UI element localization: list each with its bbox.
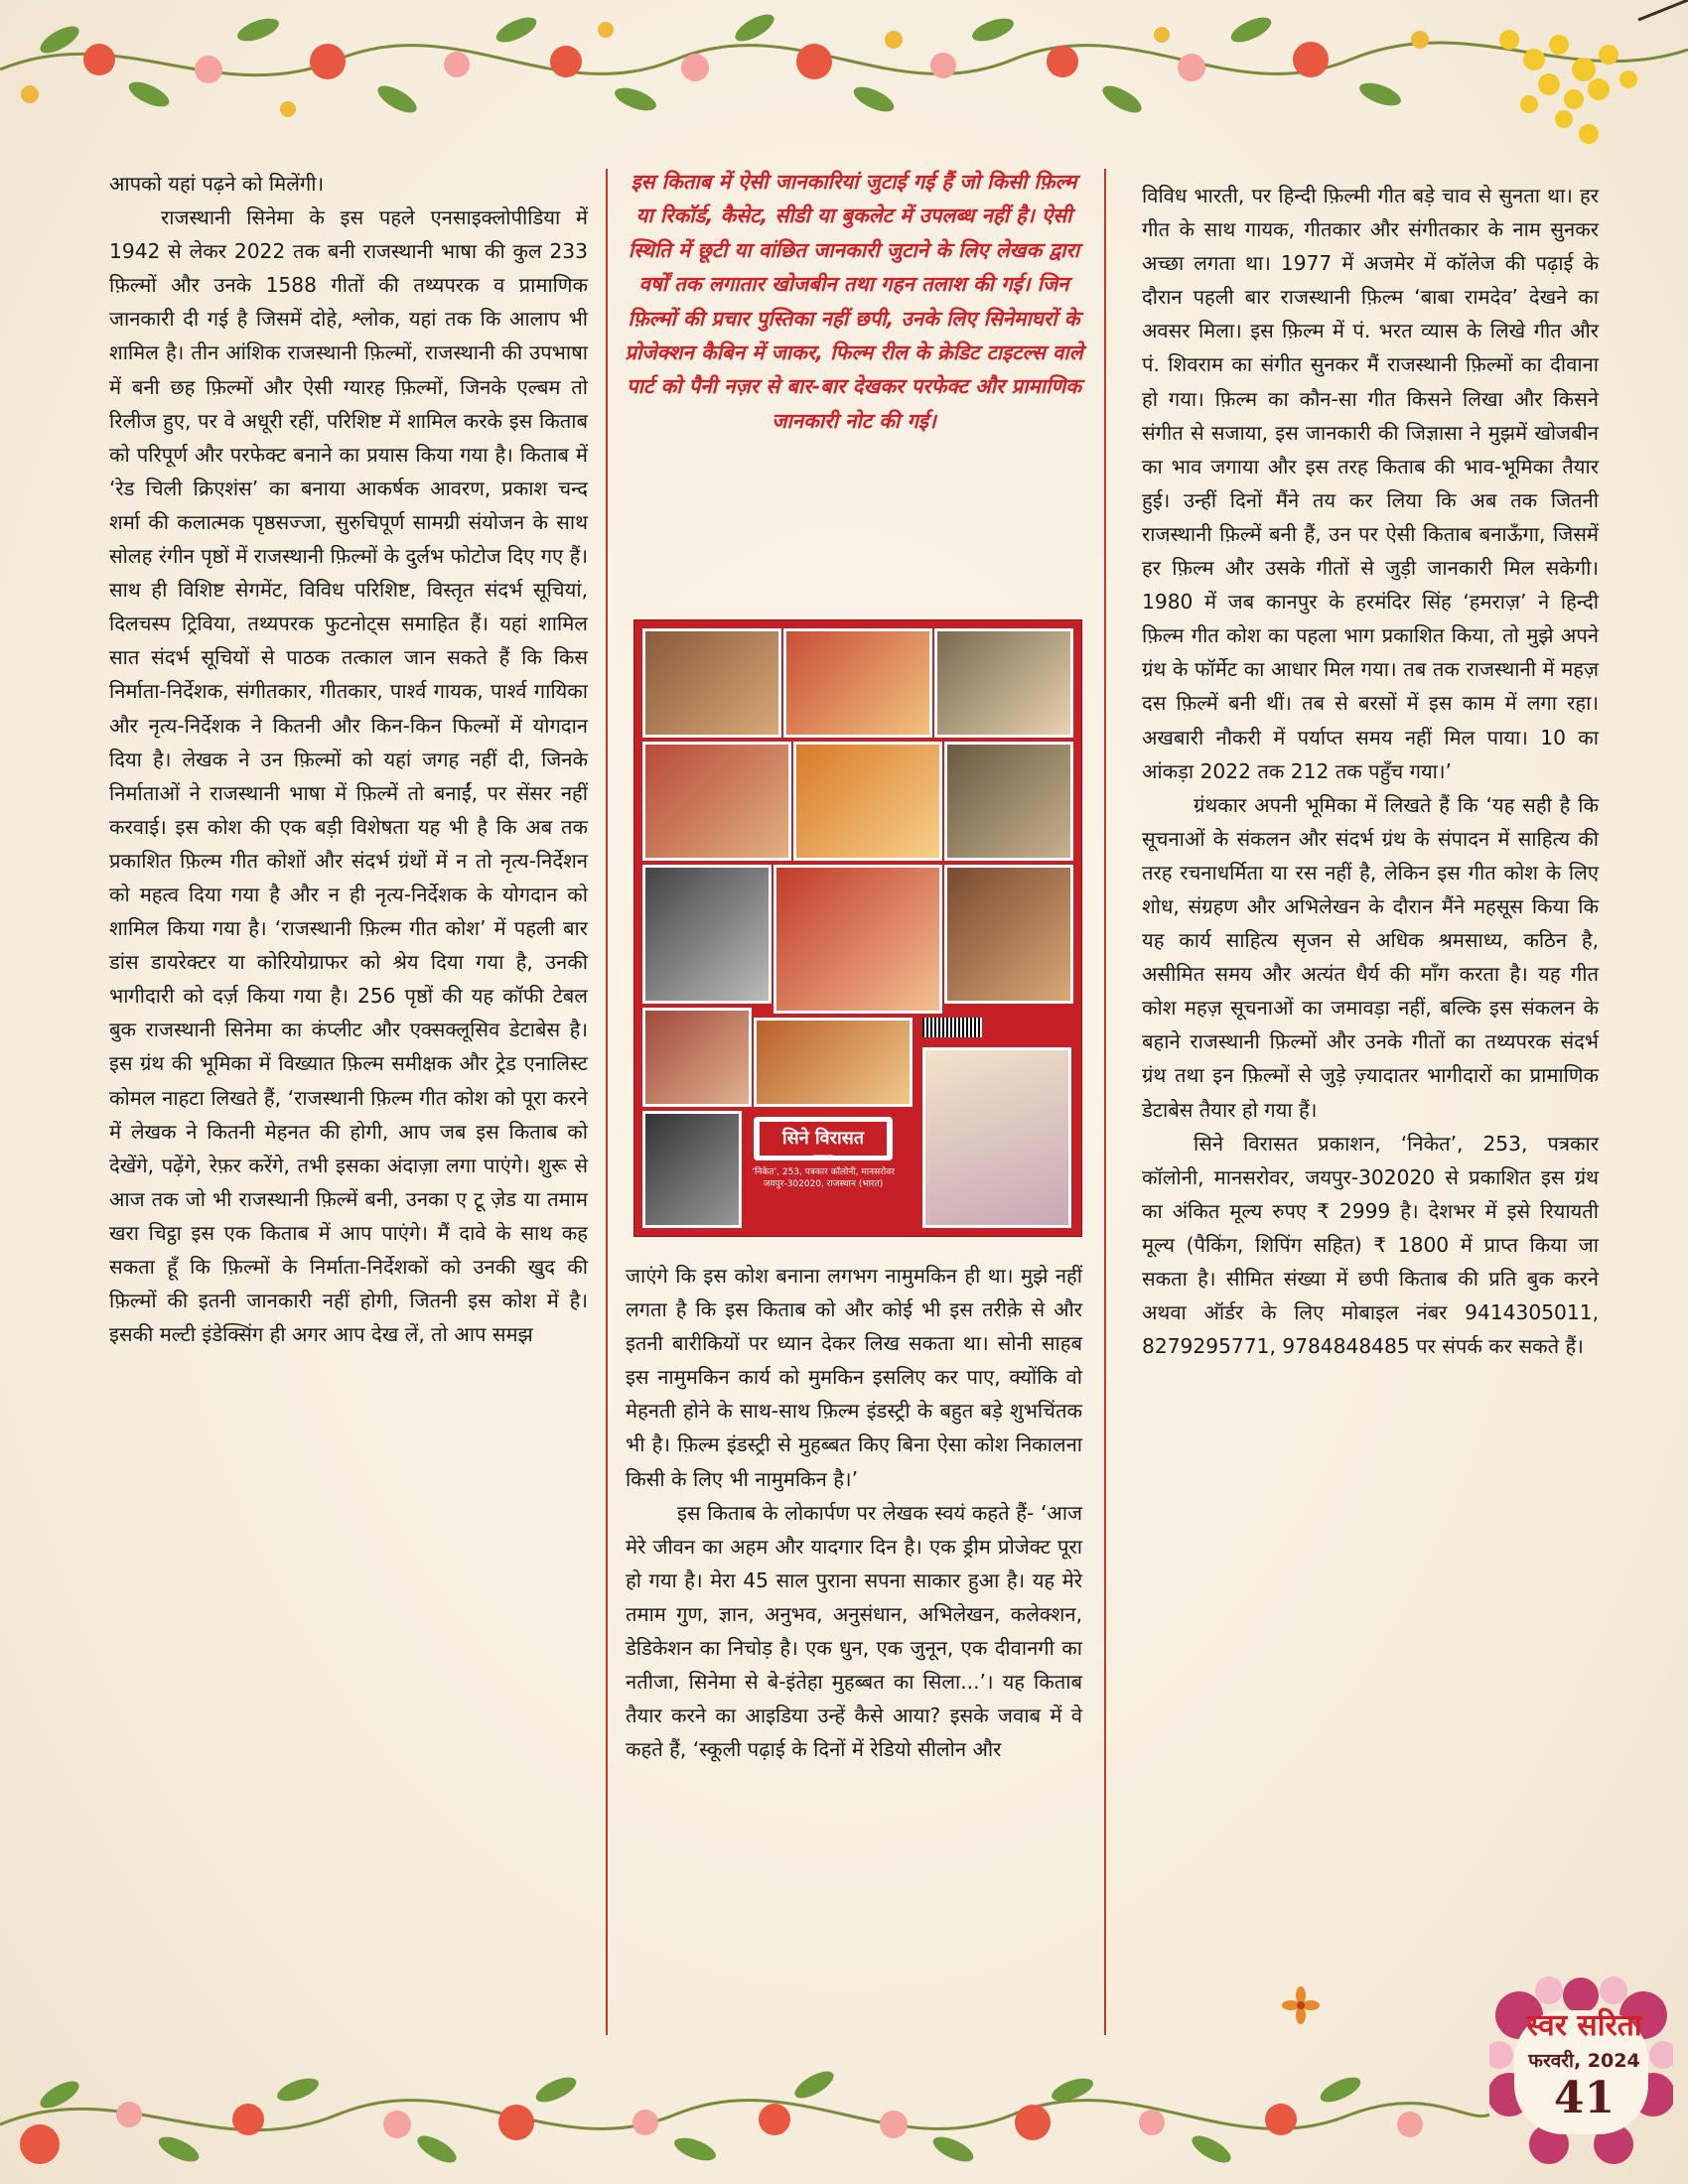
article-column-right <box>1142 179 1599 2030</box>
flower-ornament-icon <box>1281 1985 1321 2025</box>
floral-border-top <box>0 0 1688 159</box>
paragraph: सिने विरासत प्रकाशन, ‘निकेत’, 253, पत्रकार कॉलोनी, मानसरोवर, जयपुर-302020 से प्रकाशित इस ग्रंथ का अंकित मूल्य रुपए ₹ 2999 है। देशभर में इसे रियायती मूल्य (पैकिंग, शिपिंग सहित) ₹ 1800 में प्राप्त किया जा सकता है। सीमित संख्या में छपी किताब की प्रति बुक करने अथवा ऑर्डर के लिए मोबाइल नंबर 9414305011, 8279295771, 9784848485 पर संपर्क कर सकते हैं। <box>1142 1131 1599 1359</box>
film-photo <box>944 865 1073 1004</box>
film-photo <box>754 1018 913 1107</box>
publisher-address: ‘निकेत’, 253, पत्रकार कॉलोनी, मानसरोवर जयपुर-302020, राजस्थान (भारत) <box>752 1167 895 1189</box>
publisher-sub: प्रकाशन <box>813 1154 833 1161</box>
magazine-badge <box>1489 1976 1673 2164</box>
film-photo <box>642 1111 742 1228</box>
pull-quote: इस किताब में ऐसी जानकारियां जुटाई गई हैं जो किसी फ़िल्म या रिकॉर्ड, कैसेट, सीडी या बुकलेट में उपलब्ध नहीं है। ऐसी स्थिति में छूटी या वांछित जानकारी जुटाने के लिए लेखक द्वारा वर्षों तक लगातार खोजबीन तथा गहन तलाश की गई। जिन फ़िल्मों की प्रचार पुस्तिका नहीं छपी, उनके लिए सिनेमाघरों के प्रोजेक्शन कैबिन में जाकर, फिल्म रील के क्रेडिट टाइटल्स वाले पार्ट को पैनी नज़र से बार-बार देखकर परफेक्ट और प्रामाणिक जानकारी नोट की गई। <box>625 170 1083 433</box>
film-photo <box>793 742 942 861</box>
publisher-logo <box>754 1117 893 1160</box>
film-photo <box>934 628 1073 738</box>
barcode <box>922 1018 982 1037</box>
page-number: 41 <box>1553 2073 1616 2123</box>
paragraph: जाएंगे कि इस कोश बनाना लगभग नामुमकिन ही था। मुझे नहीं लगता है कि इस किताब को और कोई भी इस तरीक़े से और इतनी बारीकियों पर ध्यान देकर लिख सकता था। सोनी साहब इस नामुमकिन कार्य को मुमकिन इसलिए कर पाए, क्योंकि वो मेहनती होने के साथ-साथ फ़िल्म इंडस्ट्री के बहुत बड़े शुभचिंतक भी है। फ़िल्म इंडस्ट्री से मुहब्बत किए बिना ऐसा कोश निकालना किसी के लिए भी नामुमकिन है।’ <box>626 1264 1082 1491</box>
article-column-left <box>109 167 588 2033</box>
film-photo <box>642 742 791 861</box>
film-photo <box>642 865 772 1004</box>
paragraph: इस किताब के लोकार्पण पर लेखक स्वयं कहते हैं- ‘आज मेरे जीवन का अहम और यादगार दिन है। एक ड्रीम प्रोजेक्ट पूरा हो गया है। मेरा 45 साल पुराना सपना साकार हुआ है। यह मेरे तमाम गुण, ज्ञान, अनुभव, अनुसंधान, अभिलेखन, कलेक्शन, डेडिकेशन का निचोड़ है। एक धुन, एक जुनून, एक दीवानगी का नतीजा, सिनेमा से बे-इंतेहा मुहब्बत का सिला...’। यह किताब तैयार करने का आइडिया उन्हें कैसे आया? इसके जवाब में वे कहते हैं, ‘स्कूली पढ़ाई के दिनों में रेडियो सीलोन और <box>626 1500 1082 1762</box>
magazine-name: स्वर सरिता <box>1526 2008 1642 2043</box>
film-photo <box>783 628 932 738</box>
film-photo <box>642 628 781 738</box>
paragraph: ग्रंथकार अपनी भूमिका में लिखते हैं कि ‘यह सही है कि सूचनाओं के संकलन और संदर्भ ग्रंथ के संपादन में साहित्य की तरह रचनाधर्मिता या रस नहीं है, लेकिन इस गीत कोश के लिए शोध, संग्रहण और अभिलेखन के दौरान मैंने महसूस किया कि यह कार्य साहित्य सृजन से अधिक श्रमसाध्य, कठिन है, असीमित समय और अत्यंत धैर्य की माँग करता है। यह गीत कोश महज़ सूचनाओं का जमावड़ा नहीं, बल्कि इस संकलन के बहाने राजस्थानी फ़िल्मों और उनके गीतों का तथ्यपरक संदर्भ ग्रंथ तथा इन फ़िल्मों से जुड़े ज़्यादातर भागीदारों का प्रामाणिक डेटाबेस तैयार हो गया हैं। <box>1142 792 1599 1122</box>
book-cover-image <box>633 619 1082 1237</box>
paragraph: राजस्थानी सिनेमा के इस पहले एनसाइक्लोपीडिया में 1942 से लेकर 2022 तक बनी राजस्थानी भाषा की कुल 233 फ़िल्मों और उनके 1588 गीतों की तथ्यपरक व प्रामाणिक जानकारी दी गई है जिसमें दोहे, श्लोक, यहां तक कि आलाप भी शामिल है। तीन आंशिक राजस्थानी फ़िल्मों, राजस्थानी की उपभाषा में बनी छह फ़िल्मों और ऐसी ग्यारह फ़िल्मों, जिनके एल्बम तो रिलीज हुए, पर वे अधूरी रहीं, परिशिष्ट में शामिल करके इस किताब को परिपूर्ण और परफेक्ट बनाने का प्रयास किया गया है। किताब में ‘रेड चिली क्रिएशंस’ का बनाया आकर्षक आवरण, प्रकाश चन्द शर्मा की कलात्मक पृष्ठसज्जा, सुरुचिपूर्ण सामग्री संयोजन के साथ सोलह रंगीन पृष्ठों में राजस्थानी फ़िल्मों के दुर्लभ फोटोज दिए गए हैं। साथ ही विशिष्ट सेगमेंट, विविध परिशिष्ट, विस्तृत संदर्भ सूचियां, दिलचस्प ट्रिविया, तथ्यपरक फुटनोट्स समाहित हैं। यहां शामिल सात संदर्भ सूचियों से पाठक तत्काल जान सकते हैं कि किस निर्माता-निर्देशक, संगीतकार, गीतकार, पार्श्व गायक, पार्श्व गायिका और नृत्य-निर्देशक ने कितनी और किन-किन फिल्मों में योगदान दिया है। लेखक ने उन फ़िल्मों को यहां जगह नहीं दी, जिनके निर्माताओं ने राजस्थानी भाषा में फ़िल्में तो बनाईं, पर सेंसर नहीं करवाई। इस कोश की एक बड़ी विशेषता यह भी है कि अब तक प्रकाशित फ़िल्म गीत कोशों और संदर्भ ग्रंथों में न तो नृत्य-निर्देशन को महत्व दिया गया है और न ही नृत्य-निर्देशक के योगदान को शामिल किया गया है। ‘राजस्थानी फ़िल्म गीत कोश’ में पहली बार डांस डायरेक्टर या कोरियोग्राफर को श्रेय दिया गया है, उनकी भागीदारी को दर्ज़ किया गया है। 256 पृष्ठों की यह कॉफी टेबल बुक राजस्थानी सिनेमा का कंप्लीट और एक्सक्लूसिव डेटाबेस है। इस ग्रंथ की भूमिका में विख्यात फ़िल्म समीक्षक और ट्रेड एनालिस्ट कोमल नाहटा लिखते हैं, ‘राजस्थानी फ़िल्म गीत कोश को पूरा करने में लेखक ने कितनी मेहनत की होगी, आप जब इस किताब को देखेंगे, पढ़ेंगे, रेफ़र करेंगे, तभी इसका अंदाज़ा लगा पाएंगे। शुरू से आज तक जो भी राजस्थानी फ़िल्में बनी, उनका ए टू ज़ेड या तमाम खरा चिट्ठा इस एक किताब में आप पाएंगे। मैं दावे के साथ कह सकता हूँ कि फ़िल्मों के निर्माता-निर्देशकों को उनकी खुद की फ़िल्मों की इतनी जानकारी नहीं होगी, जितनी इस कोश में है। इसकी मल्टी इंडेक्सिंग ही अगर आप देख लें, तो आप समझ <box>109 205 588 1347</box>
issue-date: फरवरी, 2024 <box>1528 2050 1640 2072</box>
film-photo <box>944 742 1073 861</box>
column-divider-right <box>1104 169 1106 2035</box>
column-divider-left <box>606 169 608 2035</box>
film-photo <box>642 1008 752 1107</box>
paragraph: विविध भारती, पर हिन्दी फ़िल्मी गीत बड़े चाव से सुनता था। हर गीत के साथ गायक, गीतकार और संगीतकार के नाम सुनकर अच्छा लगता था। 1977 में अजमेर में कॉलेज की पढ़ाई के दौरान पहली बार राजस्थानी फ़िल्म ‘बाबा रामदेव’ देखने का अवसर मिला। इस फ़िल्म में पं. भरत व्यास के लिखे गीत और पं. शिवराम का संगीत सुनकर मैं राजस्थानी फ़िल्मों का दीवाना हो गया। फ़िल्म का कौन-सा गीत किसने लिखा और किसने संगीत से सजाया, इस जानकारी की जिज्ञासा ने मुझमें खोजबीन का भाव जगाया और इस तरह किताब की भाव-भूमिका तैयार हुई। उन्हीं दिनों मैंने तय कर लिया कि अब तक जितनी राजस्थानी फ़िल्में बनी हैं, उन पर ऐसी किताब बनाऊँगा, जिसमें हर फ़िल्म और उसके गीतों से जुड़ी जानकारी मिल सकेगी। 1980 में जब कानपुर के हरमंदिर सिंह ‘हमराज़’ ने हिन्दी फ़िल्म गीत कोश का पहला भाग प्रकाशित किया, तो मुझे अपने ग्रंथ के फॉर्मेट का आधार मिल गया। तब तक राजस्थानी में महज़ दस फ़िल्में बनी थीं। तब से बरसों में इस काम में लगा रहा। अखबारी नौकरी में पर्याप्त समय नहीं मिल पाया। 10 का आंकड़ा 2022 तक 212 तक पहुँच गया।’ <box>1142 184 1599 783</box>
film-photo <box>774 865 942 1014</box>
paragraph: आपको यहां पढ़ने को मिलेंगी। <box>109 172 325 196</box>
film-photo <box>922 1047 1071 1228</box>
floral-border-bottom <box>0 2035 1688 2184</box>
publisher-name: सिने विरासत <box>781 1128 865 1149</box>
article-column-middle <box>626 1259 1082 2033</box>
